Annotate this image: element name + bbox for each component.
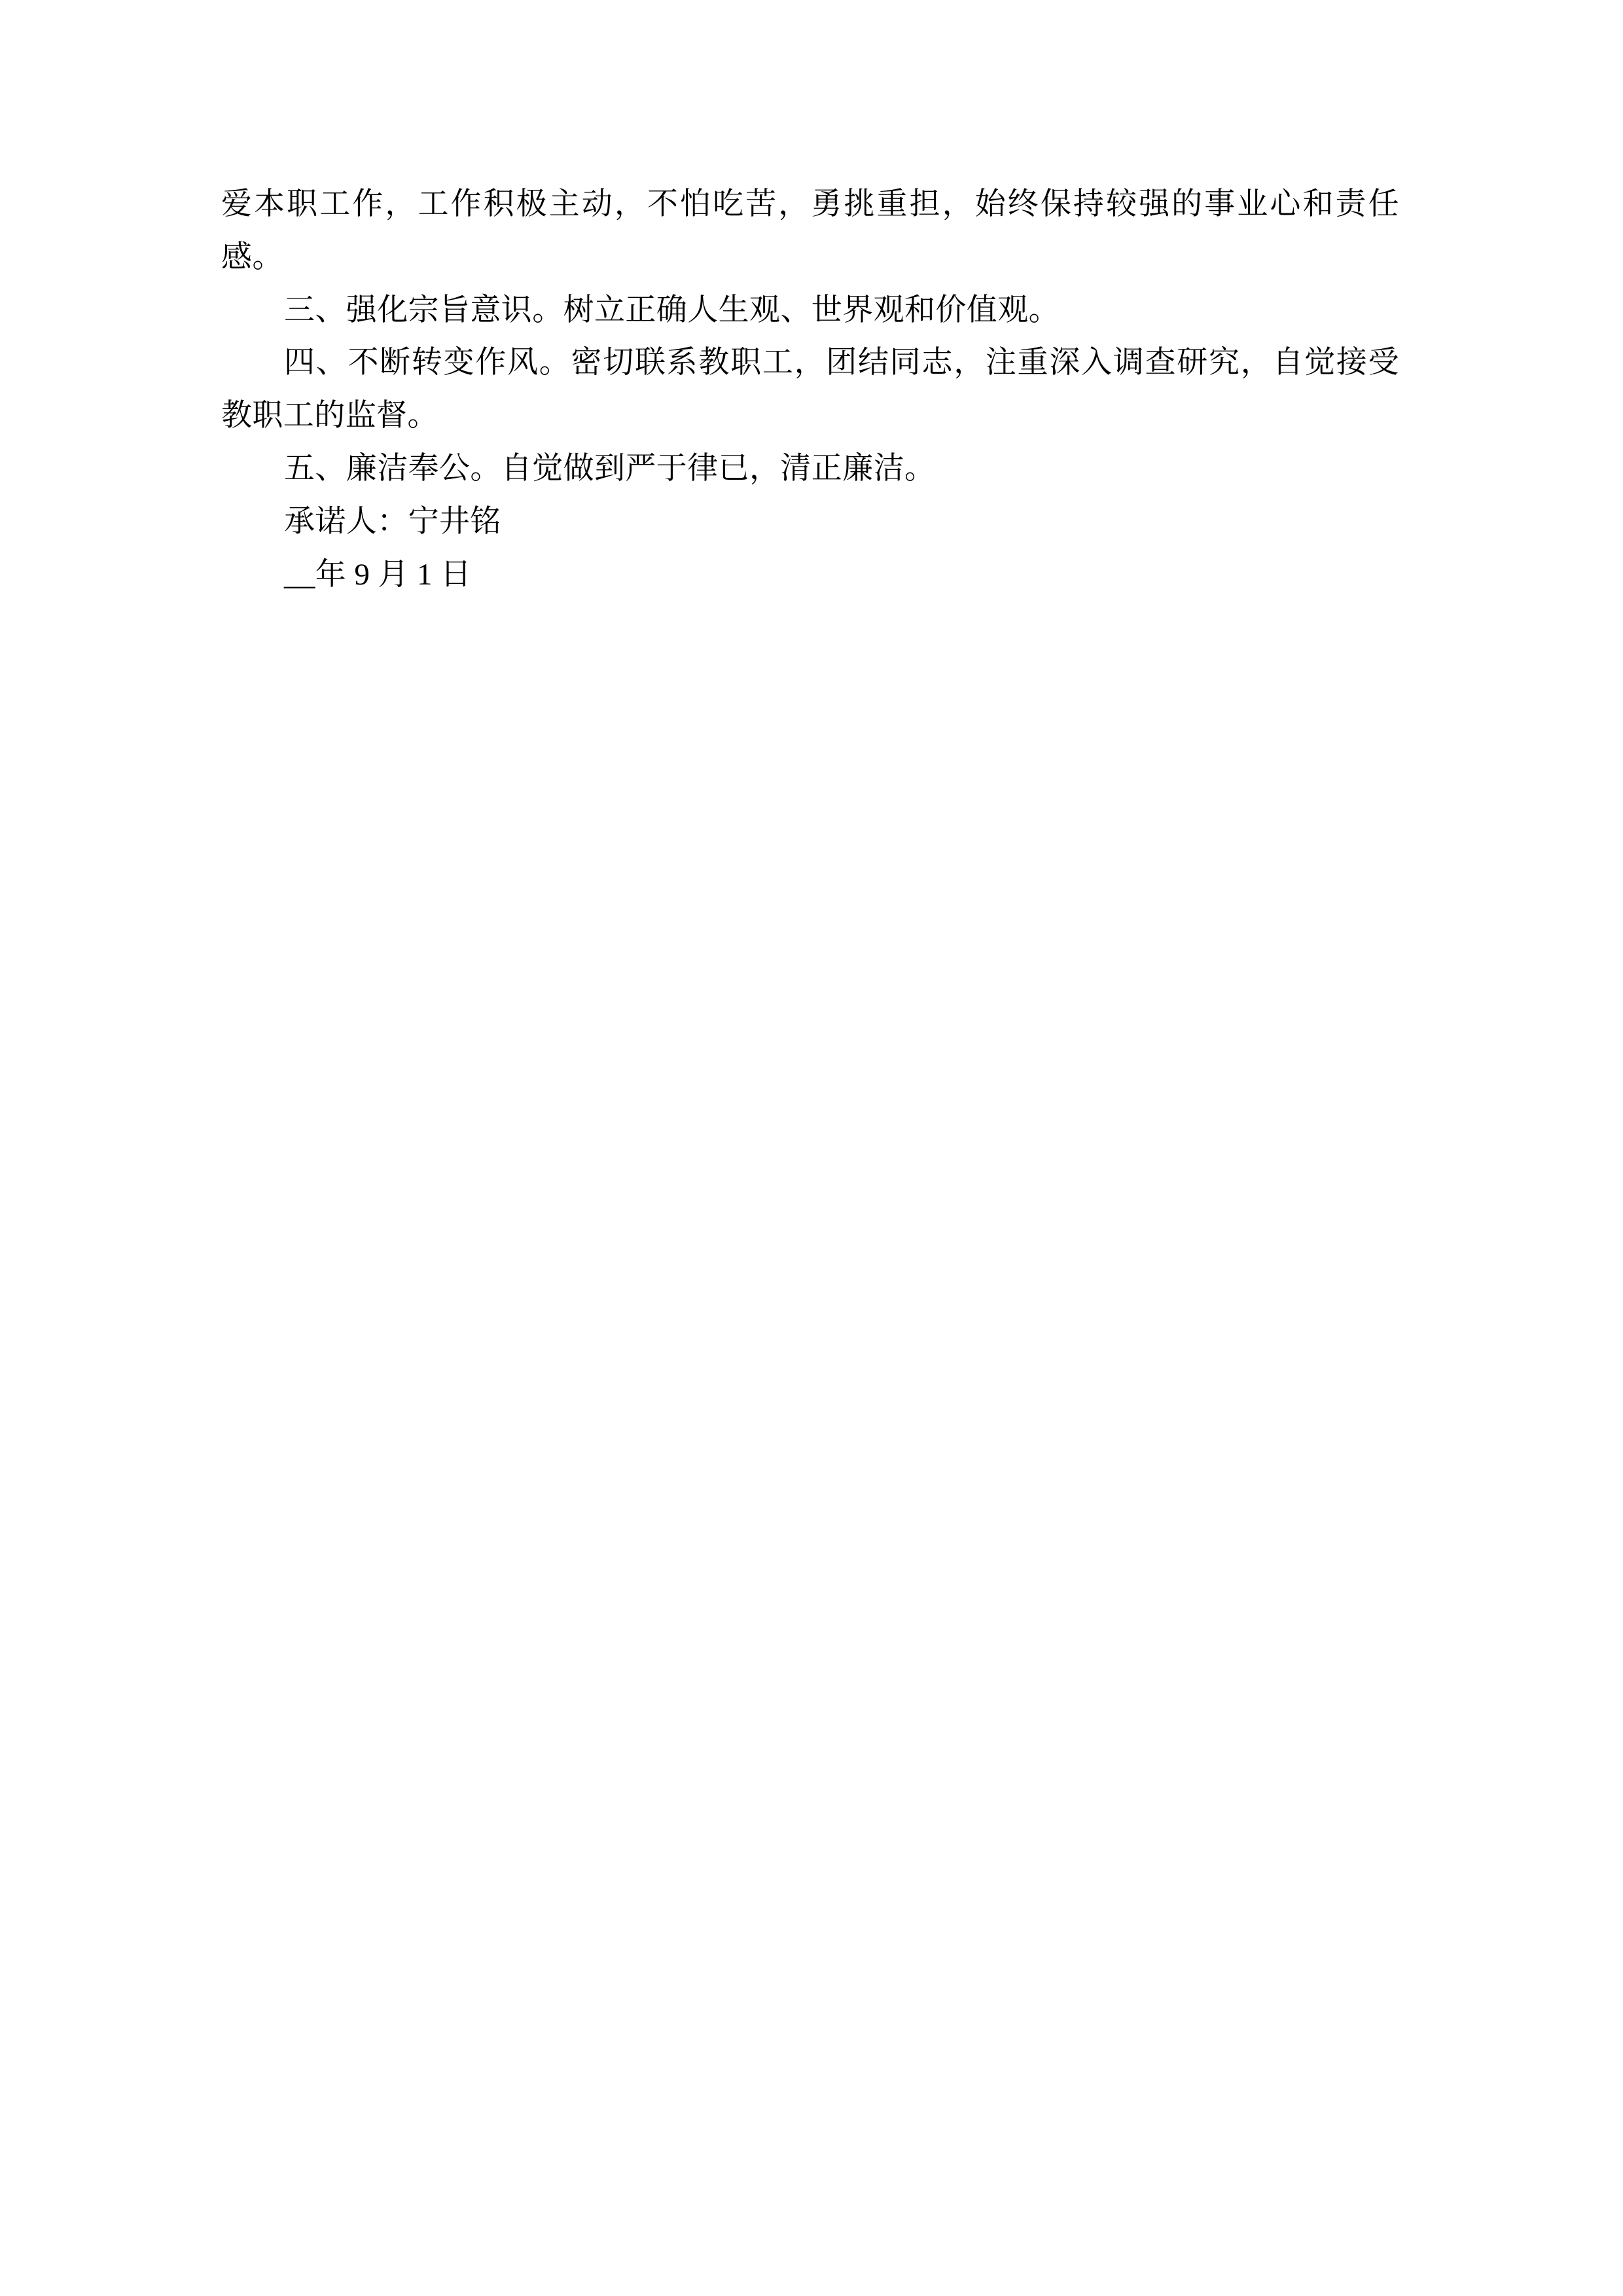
signature-line: 承诺人：宁井铭	[284, 504, 501, 539]
paragraph-continued: 爱本职工作，工作积极主动，不怕吃苦，勇挑重担，始终保持较强的事业心和责任感。	[221, 187, 1399, 274]
paragraph-item-3: 三、强化宗旨意识。树立正确人生观、世界观和价值观。	[284, 293, 1060, 327]
paragraph-item-4: 四、不断转变作风。密切联系教职工，团结同志，注重深入调查研究，自觉接受教职工的监督。	[221, 346, 1399, 433]
date-line: __年 9 月 1 日	[284, 557, 472, 592]
document-body	[221, 178, 1399, 601]
paragraph-item-5: 五、廉洁奉公。自觉做到严于律已，清正廉洁。	[284, 452, 936, 486]
